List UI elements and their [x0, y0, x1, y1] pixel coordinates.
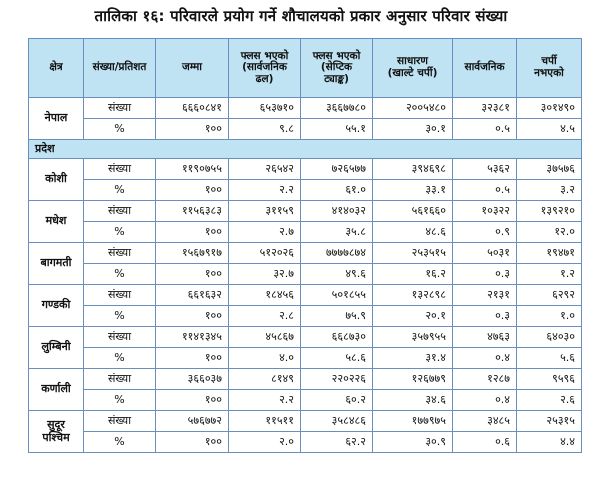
column-header-4 — [301, 39, 373, 98]
region-cell: सुदूर पश्चिम — [29, 411, 84, 453]
value-cell: ४९.६ — [301, 264, 373, 285]
value-cell: ४.५ — [517, 119, 582, 140]
value-cell: ३५.८ — [301, 222, 373, 243]
value-cell: १.२ — [517, 264, 582, 285]
value-cell: ३५८४८६ — [301, 411, 373, 432]
region-cell: गण्डकी — [29, 285, 84, 327]
value-cell: १०० — [156, 348, 229, 369]
region-cell: लुम्बिनी — [29, 327, 84, 369]
value-cell: १०३२२ — [453, 201, 517, 222]
value-cell: ५०१८५५ — [301, 285, 373, 306]
value-cell: ६६८७३० — [301, 327, 373, 348]
section-row — [29, 140, 582, 159]
table-row — [29, 348, 582, 369]
value-cell: ३२.७ — [229, 264, 301, 285]
value-cell: १५६७९१७ — [156, 243, 229, 264]
table-row — [29, 159, 582, 180]
table-row — [29, 285, 582, 306]
value-cell: ३०.१ — [373, 119, 453, 140]
value-cell: १८४५६ — [229, 285, 301, 306]
value-cell: ५०३१ — [453, 243, 517, 264]
table-row — [29, 98, 582, 119]
value-cell: २.२ — [229, 180, 301, 201]
value-cell: १०० — [156, 306, 229, 327]
value-cell: ११९०७५५ — [156, 159, 229, 180]
value-cell: १३९२१० — [517, 201, 582, 222]
column-header-line: (खाल्टे चर्पी) — [387, 67, 438, 79]
value-cell: १०० — [156, 222, 229, 243]
column-header-line: फ्लस भएको — [312, 49, 361, 62]
measure-cell: % — [84, 119, 156, 140]
value-cell: ३३.१ — [373, 180, 453, 201]
value-cell: ४७६३ — [453, 327, 517, 348]
value-cell: २.० — [229, 432, 301, 453]
region-cell: मधेश — [29, 201, 84, 243]
value-cell: ९५९६ — [517, 369, 582, 390]
table-row — [29, 411, 582, 432]
region-cell: नेपाल — [29, 98, 84, 140]
value-cell: २५३५१५ — [373, 243, 453, 264]
value-cell: ७७७७८७४ — [301, 243, 373, 264]
measure-cell: संख्या — [84, 411, 156, 432]
value-cell: २.७ — [229, 222, 301, 243]
value-cell: ३४८५ — [453, 411, 517, 432]
table-row — [29, 327, 582, 348]
toilet-type-table — [28, 38, 582, 453]
value-cell: ६०.२ — [301, 390, 373, 411]
table-title: तालिका १६: परिवारले प्रयोग गर्ने शौचालयको प्रकार अनुसार परिवार संख्या — [94, 7, 508, 25]
value-cell: १०० — [156, 180, 229, 201]
value-cell: २२०२२६ — [301, 369, 373, 390]
measure-cell: % — [84, 180, 156, 201]
value-cell: १०० — [156, 119, 229, 140]
region-cell: कोशी — [29, 159, 84, 201]
value-cell: ०.६ — [453, 432, 517, 453]
column-header-line: संख्या/प्रतिशत — [92, 61, 147, 74]
column-header-line: चर्पी — [541, 55, 557, 68]
column-header-2 — [156, 39, 229, 98]
value-cell: ६१.० — [301, 180, 373, 201]
value-cell: ३४.६ — [373, 390, 453, 411]
value-cell: ५.६ — [517, 348, 582, 369]
value-cell: ३६६०३७ — [156, 369, 229, 390]
region-cell: कर्णाली — [29, 369, 84, 411]
value-cell: ५८.६ — [301, 348, 373, 369]
column-header-line: नभएको — [534, 67, 564, 79]
value-cell: २१३१ — [453, 285, 517, 306]
column-header-line: साधारण — [397, 55, 428, 68]
value-cell: ३७५७६ — [517, 159, 582, 180]
measure-cell: संख्या — [84, 201, 156, 222]
table-row — [29, 264, 582, 285]
value-cell: ३५७९५५ — [373, 327, 453, 348]
measure-cell: संख्या — [84, 285, 156, 306]
value-cell: ४१४०३२ — [301, 201, 373, 222]
column-header-3 — [229, 39, 301, 98]
value-cell: २.६ — [517, 390, 582, 411]
measure-cell: % — [84, 306, 156, 327]
value-cell: ५३६२ — [453, 159, 517, 180]
value-cell: २५३१५ — [517, 411, 582, 432]
value-cell: ४.० — [229, 348, 301, 369]
value-cell: १२८७ — [453, 369, 517, 390]
table-body — [29, 98, 582, 453]
column-header-line: क्षेत्र — [49, 61, 63, 74]
measure-cell: % — [84, 390, 156, 411]
table-row — [29, 222, 582, 243]
value-cell: १३२८९८ — [373, 285, 453, 306]
value-cell: १.० — [517, 306, 582, 327]
section-label: प्रदेश — [29, 140, 582, 159]
value-cell: १७७९७५ — [373, 411, 453, 432]
value-cell: १९४७१ — [517, 243, 582, 264]
value-cell: ४८.६ — [373, 222, 453, 243]
value-cell: ६६१६३२ — [156, 285, 229, 306]
value-cell: ०.३ — [453, 306, 517, 327]
value-cell: १६.२ — [373, 264, 453, 285]
column-header-line: जम्मा — [182, 61, 202, 74]
value-cell: ६४०३० — [517, 327, 582, 348]
value-cell: ५६१६६० — [373, 201, 453, 222]
table-row — [29, 432, 582, 453]
column-header-line: (सेप्टिक — [320, 61, 353, 74]
table-row — [29, 390, 582, 411]
table-row — [29, 180, 582, 201]
value-cell: ११५६३८३ — [156, 201, 229, 222]
value-cell: ०.५ — [453, 119, 517, 140]
measure-cell: संख्या — [84, 369, 156, 390]
value-cell: ५७६७७२ — [156, 411, 229, 432]
column-header-line: ढल) — [255, 72, 274, 85]
value-cell: ११५११ — [229, 411, 301, 432]
value-cell: ११४१३४५ — [156, 327, 229, 348]
value-cell: १०० — [156, 264, 229, 285]
table-row — [29, 306, 582, 327]
measure-cell: संख्या — [84, 98, 156, 119]
header-row — [29, 39, 582, 98]
value-cell: ३१.४ — [373, 348, 453, 369]
value-cell: १२.० — [517, 222, 582, 243]
column-header-5 — [373, 39, 453, 98]
value-cell: ०.४ — [453, 348, 517, 369]
column-header-0 — [29, 39, 84, 98]
value-cell: ६२९२ — [517, 285, 582, 306]
value-cell: २.८ — [229, 306, 301, 327]
table-row — [29, 201, 582, 222]
value-cell: ३११५९ — [229, 201, 301, 222]
measure-cell: % — [84, 348, 156, 369]
value-cell: ६२.२ — [301, 432, 373, 453]
value-cell: ०.५ — [453, 180, 517, 201]
value-cell: ९.८ — [229, 119, 301, 140]
column-header-6 — [453, 39, 517, 98]
value-cell: ०.३ — [453, 264, 517, 285]
value-cell: २६५४२ — [229, 159, 301, 180]
value-cell: ५५.१ — [301, 119, 373, 140]
value-cell: ३०.९ — [373, 432, 453, 453]
value-cell: २.२ — [229, 390, 301, 411]
measure-cell: % — [84, 264, 156, 285]
value-cell: ०.४ — [453, 390, 517, 411]
value-cell: ३९४६९८ — [373, 159, 453, 180]
table-row — [29, 119, 582, 140]
table-row — [29, 369, 582, 390]
measure-cell: संख्या — [84, 159, 156, 180]
measure-cell: संख्या — [84, 327, 156, 348]
value-cell: ४५८६७ — [229, 327, 301, 348]
value-cell: ७५.९ — [301, 306, 373, 327]
column-header-line: (सार्वजनिक — [242, 61, 287, 74]
column-header-7 — [517, 39, 582, 98]
value-cell: ८१४९ — [229, 369, 301, 390]
value-cell: ३२३८१ — [453, 98, 517, 119]
value-cell: २०.१ — [373, 306, 453, 327]
table-row — [29, 243, 582, 264]
value-cell: १०० — [156, 432, 229, 453]
value-cell: ३०१४९० — [517, 98, 582, 119]
value-cell: ३.२ — [517, 180, 582, 201]
value-cell: ५१२०२६ — [229, 243, 301, 264]
value-cell: १२६७७९ — [373, 369, 453, 390]
column-header-line: सार्वजनिक — [464, 61, 505, 74]
value-cell: ०.९ — [453, 222, 517, 243]
region-cell: बागमती — [29, 243, 84, 285]
measure-cell: संख्या — [84, 243, 156, 264]
measure-cell: % — [84, 432, 156, 453]
value-cell: ४.४ — [517, 432, 582, 453]
value-cell: ६६६०८४१ — [156, 98, 229, 119]
value-cell: ६५३७१० — [229, 98, 301, 119]
value-cell: ३६६७७८० — [301, 98, 373, 119]
measure-cell: % — [84, 222, 156, 243]
value-cell: १०० — [156, 390, 229, 411]
value-cell: २००५४८० — [373, 98, 453, 119]
column-header-line: फ्लस भएको — [240, 49, 289, 62]
column-header-line: ट्याङ्क) — [324, 72, 349, 85]
column-header-1 — [84, 39, 156, 98]
value-cell: ७२६५७७ — [301, 159, 373, 180]
